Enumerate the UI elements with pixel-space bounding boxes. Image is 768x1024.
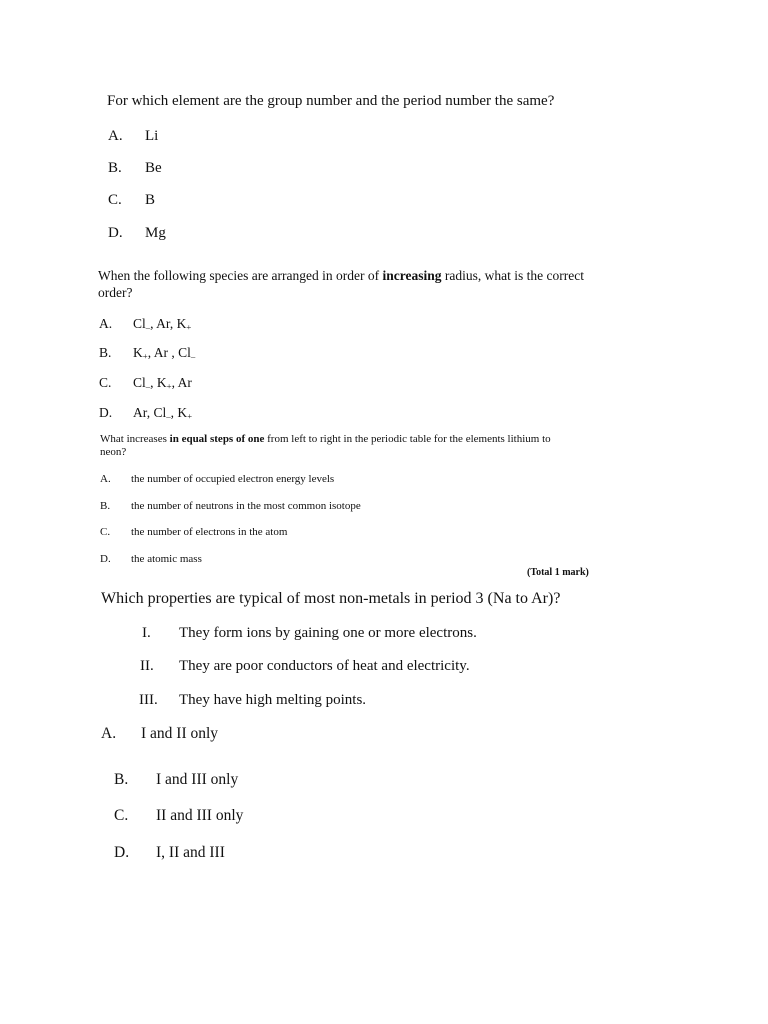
q1-option-c-text: B <box>145 192 156 208</box>
question-2-stem <box>98 267 608 301</box>
q2-option-c-text: $Cl_-$, $K_+$, Ar <box>133 375 192 392</box>
q2-option-a-text: $Cl_-$, Ar, $K_+$ <box>133 316 192 333</box>
q4-statement-3-number: III. <box>139 692 158 708</box>
q4-option-a-text: I and II only <box>141 725 219 742</box>
question-4-stem: Which properties are typical of most non-metals in period 3 (Na to Ar)? <box>101 590 561 607</box>
q4-statement-1-number: I. <box>142 625 151 641</box>
q2-option-b-letter: B. <box>99 345 112 360</box>
q4-option-d-letter: D. <box>114 844 130 861</box>
q3-option-c-letter: C. <box>100 526 111 538</box>
q3-option-a-text: the number of occupied electron energy levels <box>131 473 335 485</box>
q3-stem-emphasis: in equal steps of one <box>169 433 265 445</box>
q2-stem-text-start: When the following species are arranged in order of <box>98 268 383 283</box>
q3-stem-text-start: What increases <box>100 433 170 445</box>
q4-statement-2-number: II. <box>140 658 154 674</box>
q3-option-c-text: the number of electrons in the atom <box>131 526 288 538</box>
q3-option-b-letter: B. <box>100 500 111 512</box>
q2-option-b-text: $K_+$, Ar , $Cl_-$ <box>133 345 196 362</box>
q2-option-d-letter: D. <box>99 405 113 420</box>
q1-option-a-letter: A. <box>108 128 123 144</box>
q3-option-d-text: the atomic mass <box>131 553 202 565</box>
q4-statement-1-text: They form ions by gaining one or more electrons. <box>179 625 477 641</box>
q4-option-c-text: II and III only <box>156 807 244 824</box>
q2-stem-emphasis: increasing <box>382 268 442 283</box>
q3-stem-text-end: from left to right in the periodic table for the elements lithium to neon? <box>100 433 551 458</box>
q3-option-a-letter: A. <box>100 473 111 485</box>
q1-option-c-letter: C. <box>108 192 122 208</box>
q2-option-a-letter: A. <box>99 316 113 331</box>
q4-option-c-letter: C. <box>114 807 129 824</box>
q2-stem-text-end: radius, what is the correct order? <box>98 268 584 300</box>
q2-option-c-letter: C. <box>99 375 112 390</box>
q2-option-d-text: Ar, $Cl_-$, $K_+$ <box>133 405 193 422</box>
q3-option-d-letter: D. <box>100 553 111 565</box>
q3-total-mark: (Total 1 mark) <box>527 567 589 578</box>
q1-option-d-letter: D. <box>108 225 123 241</box>
q4-option-b-letter: B. <box>114 771 129 788</box>
q4-option-b-text: I and III only <box>156 771 239 788</box>
q1-option-a-text: Li <box>145 128 159 144</box>
q4-statement-2-text: They are poor conductors of heat and electricity. <box>179 658 470 674</box>
q4-statement-3-text: They have high melting points. <box>179 692 367 708</box>
question-3-stem <box>100 433 570 459</box>
q1-option-b-text: Be <box>145 160 162 176</box>
q1-option-d-text: Mg <box>145 225 166 241</box>
q4-option-a-letter: A. <box>101 725 117 742</box>
q3-option-b-text: the number of neutrons in the most common isotope <box>131 500 361 512</box>
q1-option-b-letter: B. <box>108 160 122 176</box>
question-1-stem: For which element are the group number and the period number the same? <box>107 93 555 109</box>
q4-option-d-text: I, II and III <box>156 844 225 861</box>
